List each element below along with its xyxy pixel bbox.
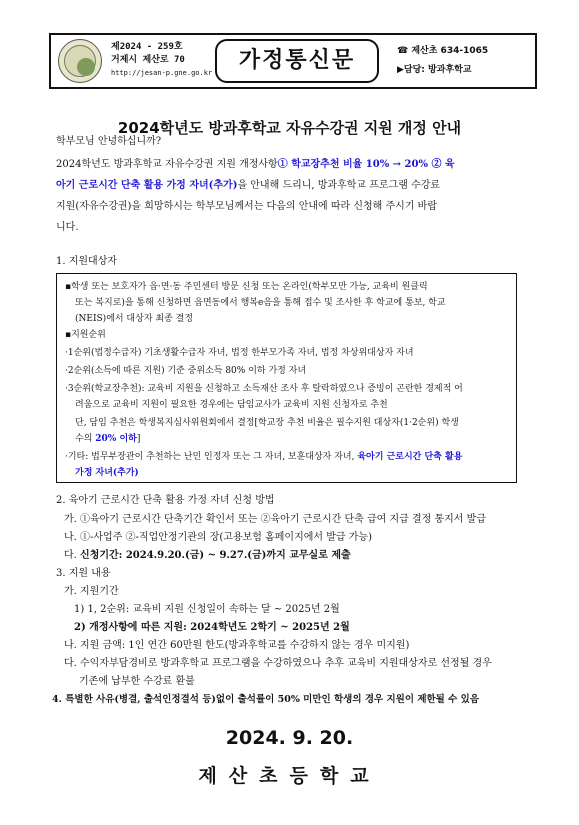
box-line: ▪학생 또는 보호자가 읍·면·동 주민센터 방문 신청 또는 온라인(학부모만 가능, 교육비 원클릭 <box>65 282 428 292</box>
contact-person: ▶담당: 방과후학교 <box>397 65 472 75</box>
priority-1: ·1순위(법정수급자) 기초생활수급자 자녀, 법정 한부모가족 자녀, 법정 차상위대상자 자녀 <box>65 348 414 358</box>
intro-highlight-2: 아기 근로시간 단축 활용 가정 자녀(추가) <box>56 180 238 191</box>
box-line: 또는 복지로)을 통해 신청하면 읍면동에서 행복e음을 통해 접수 및 조사한 후 학교에 통보, 학교 <box>75 298 446 308</box>
priority-3: ·3순위(학교장추천): 교육비 지원을 신청하고 소득재산 조사 후 탈락하였으나 증빙이 곤란한 경제적 어 <box>65 384 463 394</box>
section-2-na: 나. ①-사업주 ②-직업안정기관의 장(고용보험 홈페이지에서 발급 가능) <box>64 532 372 543</box>
box-line: 단, 담임 추천은 학생복지심사위원회에서 결정[학교장 추천 비율은 필수지원 대상자(1·2순위) 학생 <box>75 418 459 428</box>
school-address: 거제시 제산로 70 <box>111 55 185 65</box>
intro-line-4: 니다. <box>56 222 79 233</box>
school-name: 제산초등학교 <box>198 765 381 787</box>
box-line: 려움으로 교육비 지원이 필요한 경우에는 담임교사가 교육비 지원 신청자로 추천 <box>75 400 388 410</box>
section-2-ga: 가. ①육아기 근로시간 단축기간 확인서 또는 ②육아기 근로시간 단축 급여 지급 결정 통지서 발급 <box>64 514 486 525</box>
intro-line-2: 아기 근로시간 단축 활용 가정 자녀(추가)을 안내해 드리니, 방과후학교 프로그램 수강료 <box>56 180 441 191</box>
section-3-da: 다. 수익자부담경비로 방과후학교 프로그램을 수강하였으나 추후 교육비 지원대상자로 선정될 경우 <box>64 658 492 669</box>
phone-number: ☎ 제산초 634-1065 <box>397 46 489 56</box>
eligibility-box <box>56 273 517 483</box>
added-highlight-cont: 가정 자녀(추가) <box>75 468 139 478</box>
priority-heading: ▪지원순위 <box>65 330 106 340</box>
issue-date: 2024. 9. 20. <box>225 727 354 749</box>
section-3-ga: 가. 지원기간 <box>64 586 119 597</box>
section-3-da-cont: 기존에 납부한 수강료 환불 <box>79 676 195 687</box>
intro-line-3: 지원(자유수강권)을 희망하시는 학부모님께서는 다음의 안내에 따라 신청해 주시기 바랍 <box>56 201 437 212</box>
section-3-na: 나. 지원 금액: 1인 연간 60만원 한도(방과후학교를 수강하지 않는 경우 미지원) <box>64 640 410 651</box>
priority-other: ·기타: 법무부장관이 추천하는 난민 인정자 또는 그 자녀, 보훈대상자 자녀, 육아기 근로시간 단축 활용 <box>65 452 463 462</box>
intro-highlight-1: ① 학교장추천 비율 10% → 20% ② 육 <box>277 159 455 170</box>
box-line: 수의 20% 이하] <box>75 434 141 444</box>
school-url: http://jesan-p.gne.go.kr <box>111 69 213 77</box>
intro-line-1: 2024학년도 방과후학교 자유수강권 지원 개정사항① 학교장추천 비율 10% → 20% ② 육 <box>56 159 455 170</box>
issue-number: 제2024 - 259호 <box>111 42 183 52</box>
issue-info <box>111 41 212 80</box>
added-highlight: 육아기 근로시간 단축 활용 <box>357 452 463 462</box>
section-1-heading: 1. 지원대상자 <box>56 256 118 267</box>
section-4: 4. 특별한 사유(병결, 출석인정결석 등)없이 출석률이 50% 미만인 학생의 경우 지원이 제한될 수 있음 <box>52 694 480 705</box>
ratio-highlight: 20% 이하 <box>95 434 137 444</box>
newsletter-header <box>49 33 537 89</box>
section-3-ga2: 2) 개정사항에 따른 지원: 2024학년도 2학기 ~ 2025년 2월 <box>74 622 350 633</box>
document-title: 2024학년도 방과후학교 자유수강권 지원 개정 안내 <box>117 119 462 137</box>
section-2-da: 다. 신청기간: 2024.9.20.(금) ~ 9.27.(금)까지 교무실로 제출 <box>64 550 351 561</box>
priority-2: ·2순위(소득에 따른 지원) 기준 중위소득 80% 이하 가정 자녀 <box>65 366 307 376</box>
section-3-ga1: 1) 1, 2순위: 교육비 지원 신청일이 속하는 달 ~ 2025년 2월 <box>74 604 340 615</box>
school-emblem-icon <box>58 39 102 83</box>
box-line: (NEIS)에서 대상자 최종 결정 <box>75 314 194 324</box>
section-3-heading: 3. 지원 내용 <box>56 568 111 579</box>
contact-info <box>397 42 488 80</box>
greeting: 학부모님 안녕하십니까? <box>56 136 162 147</box>
newsletter-title: 가정통신문 <box>215 39 379 83</box>
application-period: 신청기간: 2024.9.20.(금) ~ 9.27.(금)까지 교무실로 제출 <box>80 550 351 561</box>
section-2-heading: 2. 육아기 근로시간 단축 활용 가정 자녀 신청 방법 <box>56 495 275 506</box>
